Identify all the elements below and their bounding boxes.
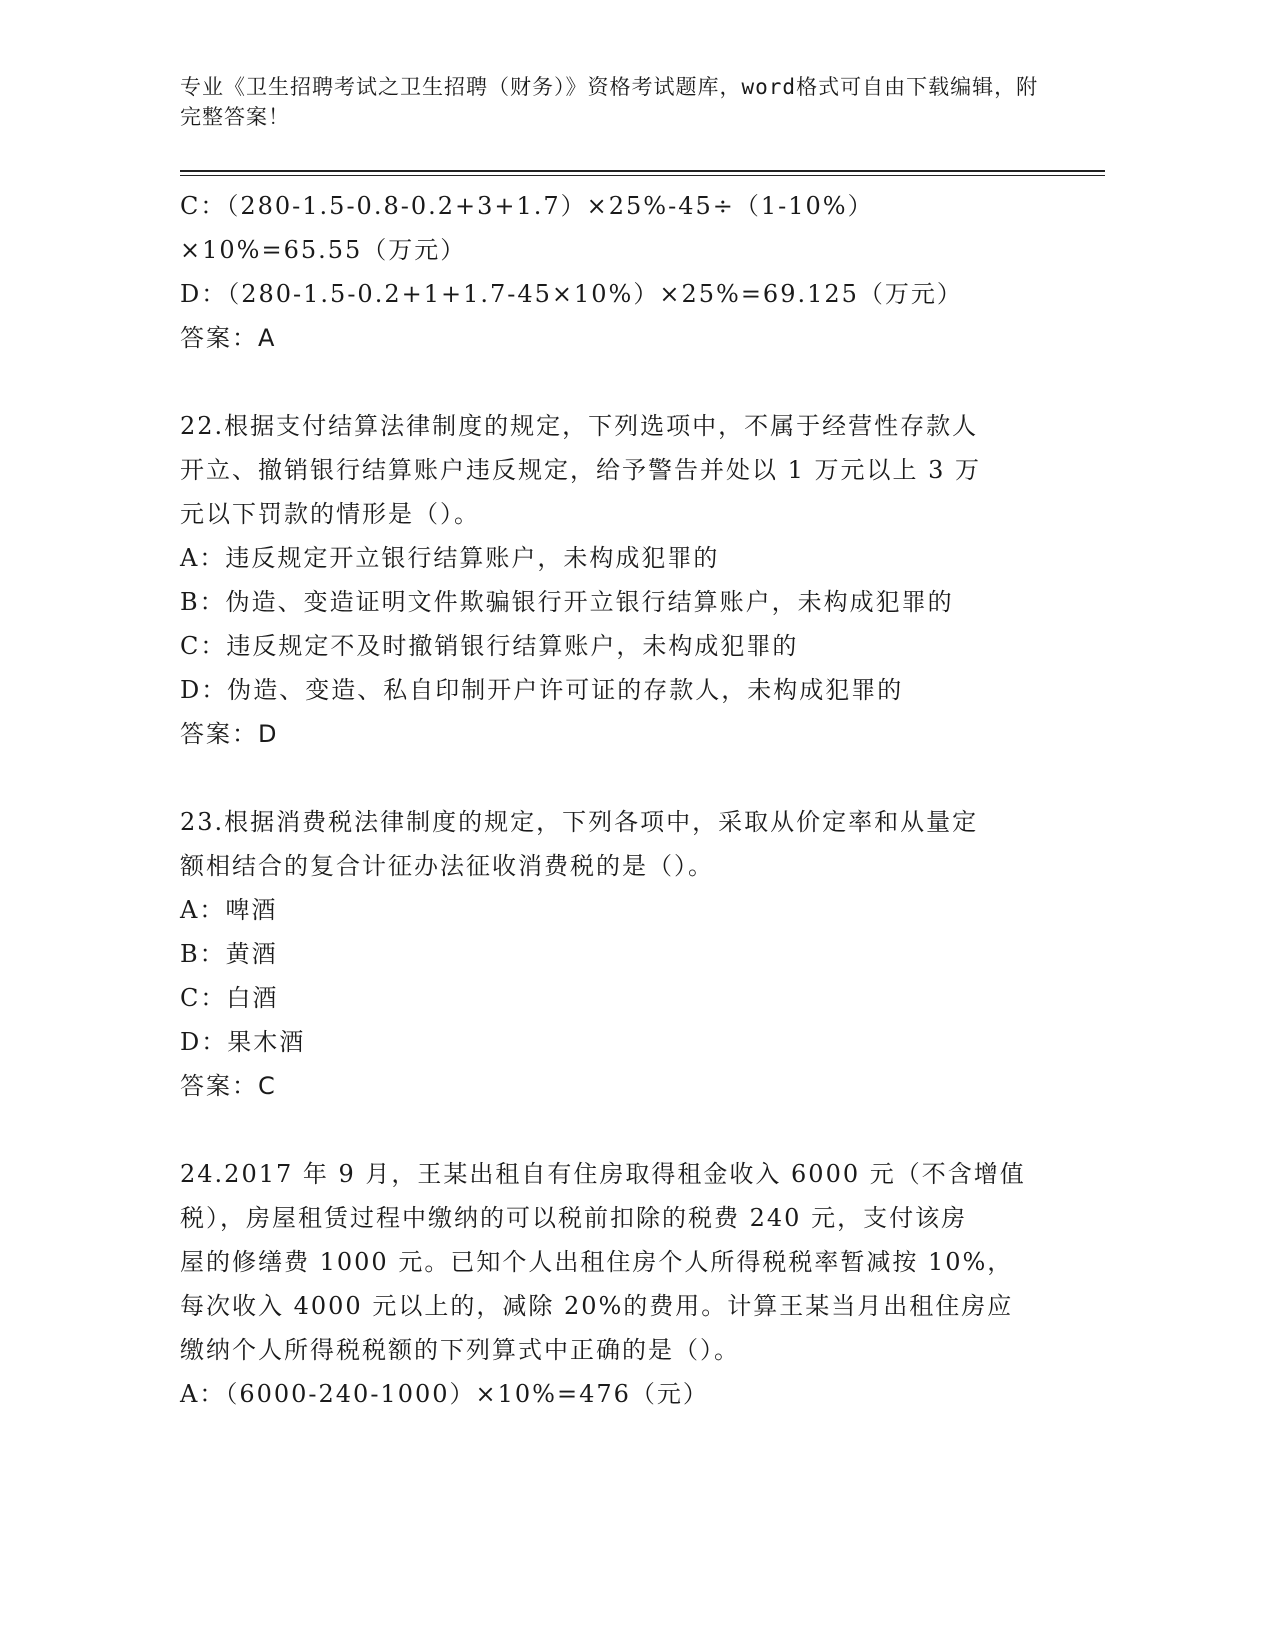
q23-stem-line-2: 额相结合的复合计征办法征收消费税的是（）。 <box>180 852 714 880</box>
q22-stem-line-2: 开立、撤销银行结算账户违反规定，给予警告并处以 1 万元以上 3 万 <box>180 456 982 484</box>
spacer <box>180 1108 1040 1152</box>
q24-stem-line-1: 24.2017 年 9 月，王某出租自有住房取得租金收入 6000 元（不含增值 <box>180 1160 1026 1188</box>
q24-stem-line-3: 屋的修缮费 1000 元。已知个人出租住房个人所得税税率暂减按 10%， <box>180 1248 1014 1276</box>
question-22 <box>180 404 1040 756</box>
question-24 <box>180 1152 1040 1416</box>
q23-option-c: C：白酒 <box>180 984 279 1012</box>
q22-option-c: C：违反规定不及时撤销银行结算账户，未构成犯罪的 <box>180 632 799 660</box>
q22-answer: 答案：D <box>180 720 279 748</box>
q23-option-a: A：啤酒 <box>180 896 278 924</box>
q24-stem-line-2: 税），房屋租赁过程中缴纳的可以税前扣除的税费 240 元，支付该房 <box>180 1204 968 1232</box>
q22-option-a: A：违反规定开立银行结算账户，未构成犯罪的 <box>180 544 720 572</box>
q22-option-b: B：伪造、变造证明文件欺骗银行开立银行结算账户，未构成犯罪的 <box>180 588 954 616</box>
q21-answer: 答案：A <box>180 324 277 352</box>
document-body <box>180 184 1040 1416</box>
q23-stem-line-1: 23.根据消费税法律制度的规定，下列各项中，采取从价定率和从量定 <box>180 808 979 836</box>
q21-option-c: C：（280-1.5-0.8-0.2+3+1.7）×25%-45÷（1-10%）×10%=65.55（万元） <box>180 192 874 264</box>
q22-option-d: D：伪造、变造、私自印制开户许可证的存款人，未构成犯罪的 <box>180 676 904 704</box>
q23-option-d: D：果木酒 <box>180 1028 306 1056</box>
header-divider-thick <box>180 170 1105 172</box>
q24-stem-line-5: 缴纳个人所得税税额的下列算式中正确的是（）。 <box>180 1336 740 1364</box>
q24-option-a: A：（6000-240-1000）×10%=476（元） <box>180 1380 709 1408</box>
document-header: 专业《卫生招聘考试之卫生招聘（财务）》资格考试题库，word格式可自由下载编辑，附完整答案！ <box>180 75 1039 129</box>
question-21-fragment <box>180 184 1040 360</box>
q22-stem-line-1: 22.根据支付结算法律制度的规定，下列选项中，不属于经营性存款人 <box>180 412 979 440</box>
spacer <box>180 360 1040 404</box>
q23-answer: 答案：C <box>180 1072 277 1100</box>
spacer <box>180 756 1040 800</box>
q24-stem-line-4: 每次收入 4000 元以上的，减除 20%的费用。计算王某当月出租住房应 <box>180 1292 1014 1320</box>
q23-option-b: B：黄酒 <box>180 940 278 968</box>
q21-option-d: D：（280-1.5-0.2+1+1.7-45×10%）×25%=69.125（万元） <box>180 280 963 308</box>
question-23 <box>180 800 1040 1108</box>
header-divider-thin <box>180 175 1105 176</box>
q22-stem-line-3: 元以下罚款的情形是（）。 <box>180 500 480 528</box>
